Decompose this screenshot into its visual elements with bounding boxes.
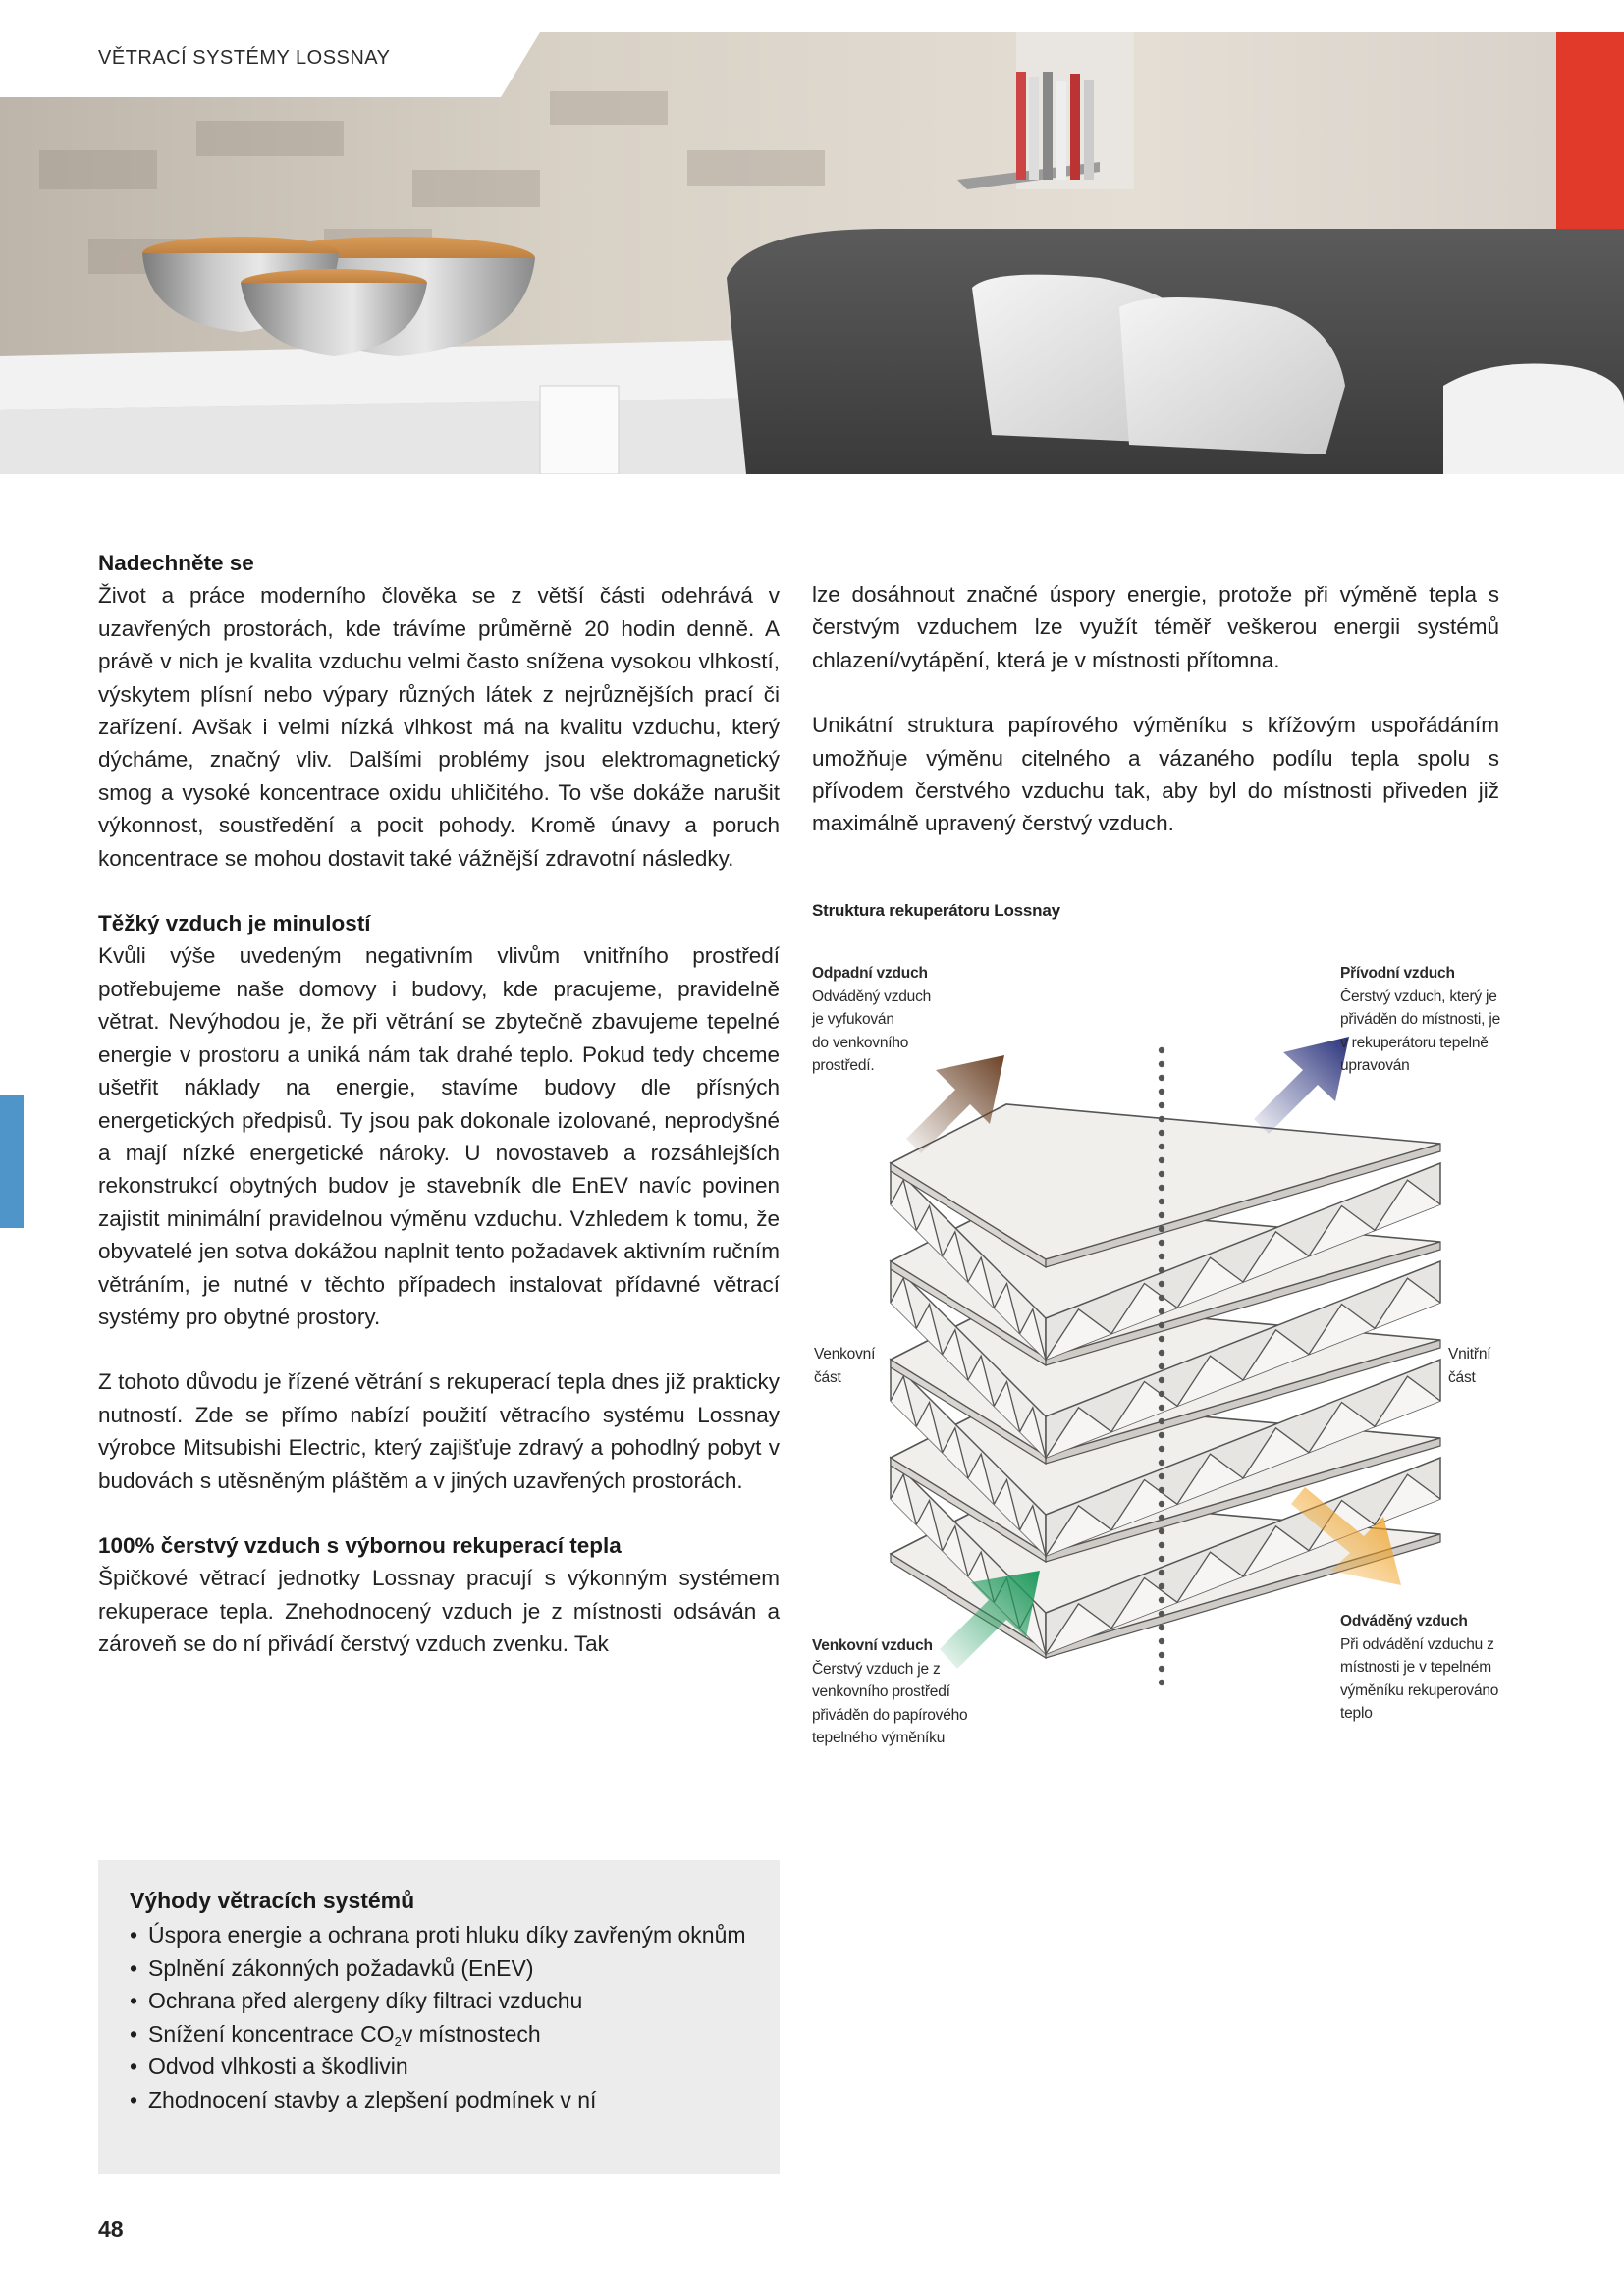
benefits-box	[98, 1860, 780, 2174]
section-body-controlled-ventilation: Z tohoto důvodu je řízené větrání s rekuperací tepla dnes již prakticky nutností. Zde se přímo nabízí použití větracího systému Lossnay výrobce Mitsubishi Electric, který zajišťuje zdravý a pohodlný pobyt v budovách s utěsněným pláštěm a v jiných uzavřených prostorách.	[98, 1369, 780, 1493]
return-line-1: Při odvádění vzduchu z	[1340, 1635, 1494, 1653]
benefit-item: • Ochrana před alergeny díky filtraci vzduchu	[130, 1985, 758, 2018]
exhaust-line-3: do venkovního	[812, 1034, 909, 1051]
divider-dot	[1159, 1102, 1164, 1108]
divider-dot	[1159, 1680, 1164, 1685]
benefit-item: • Úspora energie a ochrana proti hluku díky zavřeným oknům	[130, 1919, 758, 1952]
page-number: 48	[98, 2216, 124, 2242]
exhaust-line-4: prostředí.	[812, 1057, 875, 1074]
section-heading-fresh-air: 100% čerstvý vzduch s výbornou rekuperací tepla	[98, 1532, 622, 1558]
divider-dot	[1159, 1597, 1164, 1603]
benefit-item-co2: • Snížení koncentrace $CO_2v$ místnostech	[130, 2018, 758, 2052]
exhaust-line-1: Odváděný vzduch	[812, 988, 932, 1005]
divider-dot	[1159, 1267, 1164, 1273]
divider-dot	[1159, 1625, 1164, 1630]
divider-dot	[1159, 1528, 1164, 1534]
benefit-item: • Zhodnocení stavby a zlepšení podmínek v ní	[130, 2084, 758, 2117]
divider-dot	[1159, 1350, 1164, 1356]
divider-dot	[1159, 1515, 1164, 1521]
section-heading-heavy-air: Těžký vzduch je minulostí	[98, 911, 371, 936]
supply-air-arrow	[1254, 1037, 1349, 1134]
divider-dot	[1159, 1391, 1164, 1397]
divider-dot	[1159, 1542, 1164, 1548]
divider-dot	[1159, 1446, 1164, 1452]
benefits-title: Výhody větracích systémů	[130, 1888, 415, 1913]
divider-dot	[1159, 1075, 1164, 1081]
label-outdoor-air: Venkovní vzduch Čerstvý vzduch je z venkovního prostředí přiváděn do papírového tepelného výměníku	[812, 1637, 968, 1746]
hero-photo	[0, 32, 1624, 474]
divider-dot	[1159, 1199, 1164, 1204]
supply-line-1: Čerstvý vzduch, který je	[1340, 988, 1497, 1005]
divider-dot	[1159, 1473, 1164, 1479]
label-exhaust-air: Odpadní vzduch Odváděný vzduch je vyfukován do venkovního prostředí.	[812, 965, 932, 1074]
divider-dot	[1159, 1611, 1164, 1617]
divider-dot	[1159, 1185, 1164, 1191]
divider-dot	[1159, 1570, 1164, 1575]
divider-dot	[1159, 1501, 1164, 1507]
divider-dot	[1159, 1405, 1164, 1411]
divider-dot	[1159, 1061, 1164, 1067]
supply-line-3: v rekuperátoru tepelně	[1340, 1034, 1489, 1051]
chapter-side-tab	[0, 1095, 24, 1228]
right-column	[812, 578, 1499, 840]
exhaust-line-2: je vyfukován	[812, 1011, 894, 1028]
divider-dot	[1159, 1666, 1164, 1672]
divider-dot	[1159, 1418, 1164, 1424]
divider-dot	[1159, 1171, 1164, 1177]
divider-dot	[1159, 1254, 1164, 1259]
supply-line-4: upravován	[1340, 1057, 1410, 1074]
divider-dot	[1159, 1432, 1164, 1438]
divider-dot	[1159, 1295, 1164, 1301]
label-outdoor-side: Venkovní část	[814, 1346, 876, 1386]
divider-dot	[1159, 1336, 1164, 1342]
benefit-item: • Splnění zákonných požadavků (EnEV)	[130, 1952, 758, 1986]
paragraph-energy-savings: lze dosáhnout značné úspory energie, protože při výměně tepla s čerstvým vzduchem lze využít téměř veškerou energii systémů chlazení/vytápění, která je v místnosti přítomna.	[812, 582, 1499, 672]
section-body-fresh-air: Špičkové větrací jednotky Lossnay pracují s výkonným systémem rekuperace tepla. Znehodnocený vzduch je z místnosti odsáván a zároveň se do ní přivádí čerstvý vzduch zvenku. Tak	[98, 1566, 780, 1657]
divider-dot	[1159, 1281, 1164, 1287]
divider-dot	[1159, 1157, 1164, 1163]
label-supply-air: Přívodní vzduch Čerstvý vzduch, který je přiváděn do místnosti, je v rekuperátoru tepelně upravován	[1340, 965, 1501, 1074]
diagram-title: Struktura rekuperátoru Lossnay	[812, 901, 1060, 920]
divider-dot	[1159, 1377, 1164, 1383]
return-line-4: teplo	[1340, 1705, 1373, 1722]
outdoor-line-3: přiváděn do papírového	[812, 1706, 968, 1724]
benefit-item: • Odvod vlhkosti a škodlivin	[130, 2051, 758, 2084]
supply-line-2: přiváděn do místnosti, je	[1340, 1011, 1501, 1028]
divider-dot	[1159, 1556, 1164, 1562]
outdoor-line-4: tepelného výměníku	[812, 1730, 946, 1746]
divider-dot	[1159, 1460, 1164, 1466]
divider-dot	[1159, 1226, 1164, 1232]
outdoor-line-1: Čerstvý vzduch je z	[812, 1660, 941, 1678]
section-body-breathe: Život a práce moderního člověka se z větší části odehrává v uzavřených prostorách, kde trávíme průměrně 20 hodin denně. A právě v nich je kvalita vzduchu velmi často snížena vysokou vlhkostí, výskytem plísní nebo výpary různých látek z nejrůznějších prací či zařízení. Avšak i velmi nízká vlhkost má na kvalitu vzduchu, který dýcháme, značný vliv. Dalšími problémy jsou elektromagnetický smog a vysoké koncentrace oxidu uhličitého. To vše dokáže narušit výkonnost, soustředění a pocit pohody. Kromě únavy a poruch koncentrace se mohou dostavit také vážnější zdravotní následky.	[98, 583, 780, 871]
interior-photo-illustration	[0, 32, 1624, 474]
divider-dot	[1159, 1116, 1164, 1122]
label-indoor-side: Vnitřní část	[1448, 1346, 1491, 1386]
divider-dot	[1159, 1089, 1164, 1095]
return-line-2: místnosti je v tepelném	[1340, 1659, 1491, 1676]
divider-dot	[1159, 1322, 1164, 1328]
divider-dot	[1159, 1652, 1164, 1658]
divider-dot	[1159, 1144, 1164, 1149]
lossnay-exchanger-diagram	[812, 942, 1558, 1767]
paragraph-exchanger-structure: Unikátní struktura papírového výměníku s křížovým uspořádáním umožňuje výměnu citelného a vázaného podílu tepla spolu s přívodem čerstvého vzduchu tak, aby byl do místnosti přiveden již maximálně upravený čerstvý vzduch.	[812, 713, 1499, 836]
divider-dot	[1159, 1212, 1164, 1218]
divider-dot	[1159, 1363, 1164, 1369]
divider-dot	[1159, 1308, 1164, 1314]
divider-dot	[1159, 1583, 1164, 1589]
return-line-3: výměníku rekuperováno	[1340, 1682, 1499, 1699]
benefits-list	[130, 1919, 758, 2117]
divider-dot	[1159, 1487, 1164, 1493]
divider-dot	[1159, 1638, 1164, 1644]
left-column	[98, 547, 780, 1661]
label-return-air: Odváděný vzduch Při odvádění vzduchu z místnosti je v tepelném výměníku rekuperováno teplo	[1340, 1613, 1499, 1722]
section-header-label: VĚTRACÍ SYSTÉMY LOSSNAY	[98, 47, 391, 69]
section-heading-breathe: Nadechněte se	[98, 551, 254, 575]
divider-dot	[1159, 1047, 1164, 1053]
outdoor-line-2: venkovního prostředí	[812, 1683, 950, 1700]
divider-dot	[1159, 1240, 1164, 1246]
section-body-heavy-air: Kvůli výše uvedeným negativním vlivům vnitřního prostředí potřebujeme naše domovy i budovy, kde pracujeme, pravidelně větrat. Nevýhodou je, že při větrání se zbytečně zbavujeme tepelné energie v prostoru a uniká nám tak drahé teplo. Pokud tedy chceme ušetřit náklady na energie, stavíme budovy dle přísných energetických předpisů. Ty jsou pak dokonale izolované, neprodyšné a mají nízké energetické nároky. U novostaveb a rozsáhlejších rekonstrukcí obytných budov je stavebník dle EnEV navíc povinen zajistit minimální pravidelnou výměnu vzduchu. Vzhledem k tomu, že obyvatelé jen sotva dokážou naplnit tento požadavek aktivním ručním větráním, je nutné v těchto případech instalovat přídavné větrací systémy pro obytné prostory.	[98, 943, 780, 1329]
divider-dot	[1159, 1130, 1164, 1136]
